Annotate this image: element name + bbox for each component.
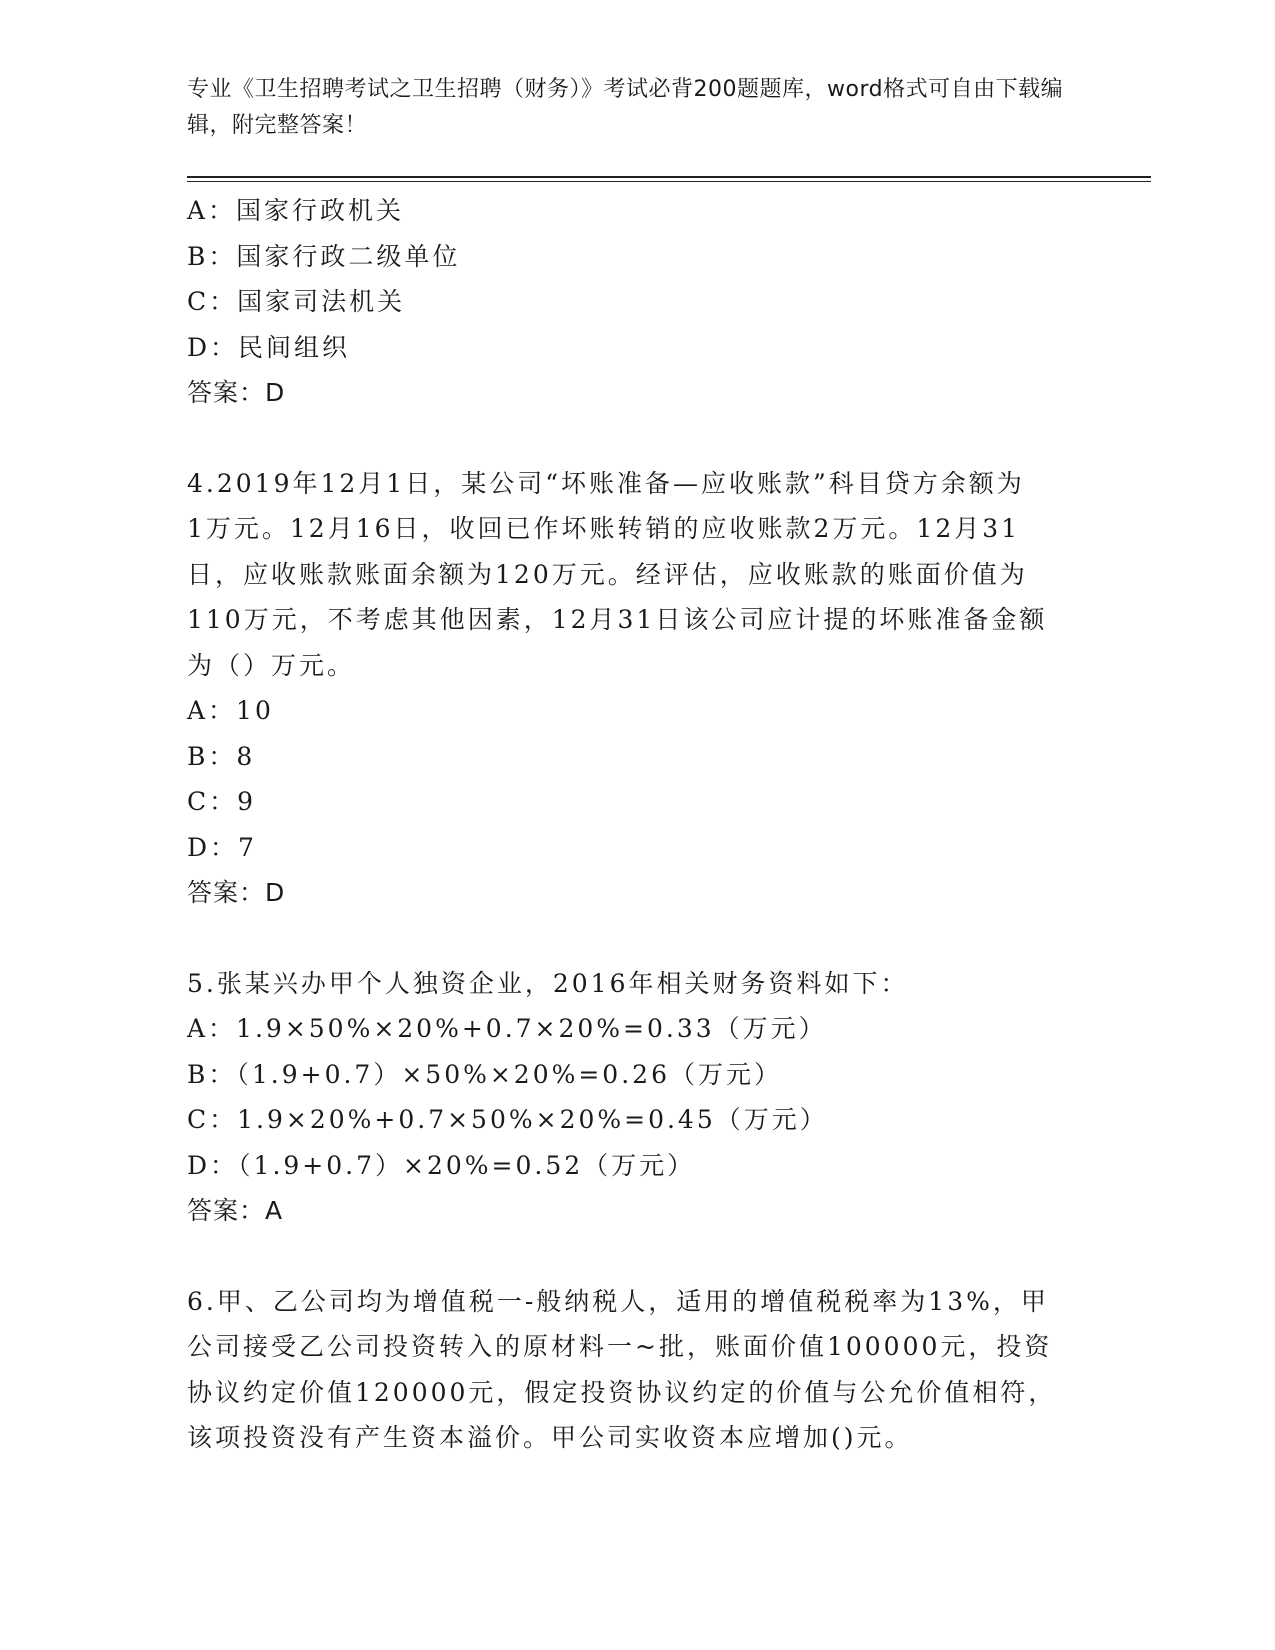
answer: 答案：D: [187, 378, 286, 407]
question-text-line: 110万元，不考虑其他因素，12月31日该公司应计提的坏账准备金额: [187, 605, 1048, 634]
question-text-line: 该项投资没有产生资本溢价。甲公司实收资本应增加()元。: [187, 1423, 913, 1452]
header-divider-thin: [187, 181, 1151, 182]
question-text: 5.张某兴办甲个人独资企业，2016年相关财务资料如下：: [187, 968, 909, 998]
option-d: D：（1.9+0.7）×20%=0.52（万元）: [187, 1150, 696, 1180]
question-text-line: 为（）万元。: [187, 650, 356, 680]
question-text-line: 1万元。12月16日，收回已作坏账转销的应收账款2万元。12月31: [187, 514, 1021, 543]
option-b: B：国家行政二级单位: [187, 241, 461, 271]
option-b: B：8: [187, 741, 256, 771]
header-divider-thick: [187, 176, 1151, 178]
header-title: 专业《卫生招聘考试之卫生招聘（财务）》考试必背200题题库，word格式可自由下载编辑，附完整答案！: [187, 77, 1064, 138]
question-text-line: 公司接受乙公司投资转入的原材料一~批，账面价值100000元，投资: [187, 1332, 1053, 1361]
question-3: [187, 188, 1087, 416]
option-b: B：（1.9+0.7）×50%×20%=0.26（万元）: [187, 1059, 782, 1089]
answer: 答案：D: [187, 878, 286, 907]
document-header: [187, 72, 1067, 144]
option-a: A：1.9×50%×20%+0.7×20%=0.33（万元）: [187, 1014, 827, 1043]
question-text-line: 日，应收账款账面余额为120万元。经评估，应收账款的账面价值为: [187, 559, 1028, 589]
question-text-line: 6.甲、乙公司均为增值税一-般纳税人，适用的增值税税率为13%，甲: [187, 1286, 1049, 1316]
question-text-line: 4.2019年12月1日，某公司“坏账准备—应收账款”科目贷方余额为: [187, 468, 1025, 498]
question-5: [187, 961, 1087, 1234]
spacer: [187, 416, 1087, 461]
option-d: D：民间组织: [187, 332, 351, 362]
option-c: C：1.9×20%+0.7×50%×20%=0.45（万元）: [187, 1105, 828, 1134]
question-6: [187, 1279, 1087, 1461]
question-text-line: 协议约定价值120000元，假定投资协议约定的价值与公允价值相符，: [187, 1377, 1057, 1407]
option-c: C：国家司法机关: [187, 287, 406, 316]
answer: 答案：A: [187, 1196, 284, 1225]
document-body: [187, 188, 1087, 1461]
spacer: [187, 916, 1087, 961]
option-c: C：9: [187, 787, 257, 816]
spacer: [187, 1234, 1087, 1279]
option-d: D：7: [187, 832, 257, 862]
option-a: A：国家行政机关: [187, 196, 405, 225]
question-4: [187, 461, 1087, 916]
option-a: A：10: [187, 696, 274, 725]
